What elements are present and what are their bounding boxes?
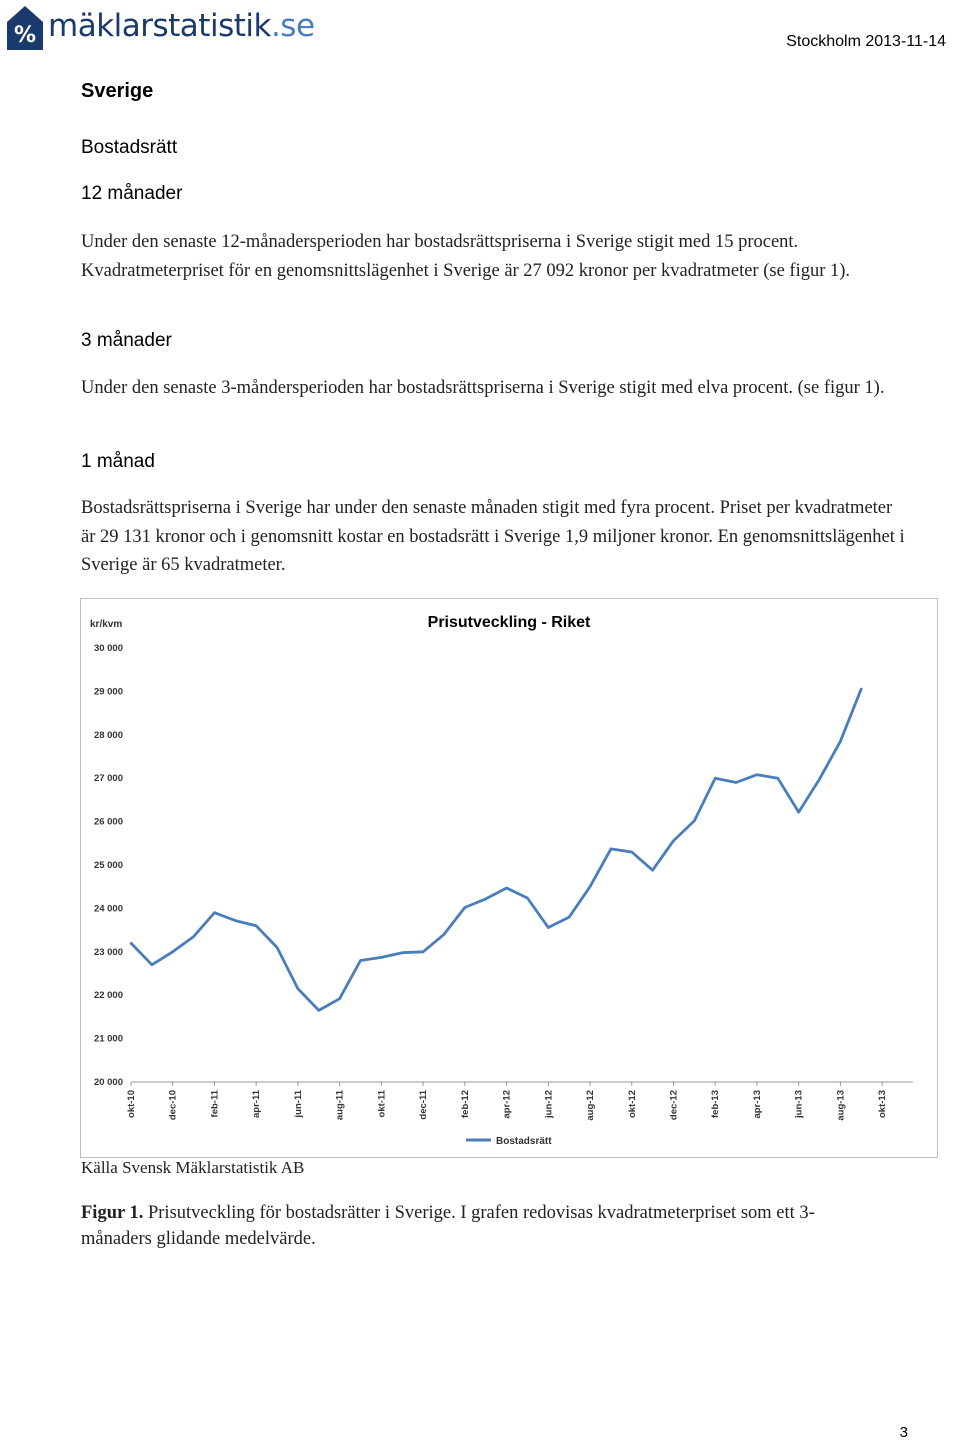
data-point [547, 926, 549, 928]
x-tick-label: feb-12 [459, 1090, 471, 1118]
data-point [672, 839, 674, 841]
x-tick-label: feb-11 [209, 1090, 221, 1118]
data-point [192, 935, 194, 937]
logo-text: mäklarstatistik [48, 8, 271, 44]
data-point [777, 777, 779, 779]
data-point [756, 774, 758, 776]
price-chart [80, 598, 938, 1158]
data-point [130, 942, 132, 944]
data-point [401, 951, 403, 953]
category-heading: Bostadsrätt [81, 137, 178, 158]
data-point [797, 811, 799, 813]
x-tick-label: apr-12 [501, 1090, 513, 1119]
data-point [318, 1009, 320, 1011]
x-tick-label: okt-12 [626, 1090, 638, 1118]
data-point [631, 851, 633, 853]
x-tick-label: aug-12 [585, 1090, 597, 1121]
data-point [443, 933, 445, 935]
data-point [568, 916, 570, 918]
figure-caption-text: Prisutveckling för bostadsrätter i Sverige. I grafen redovisas kvadratmeterpriset som ett 3-månaders glidande medelvärde. [81, 1203, 815, 1249]
y-tick-label: 25 000 [93, 860, 123, 871]
x-tick-label: feb-13 [710, 1090, 722, 1118]
data-point [464, 906, 466, 908]
data-point [735, 781, 737, 783]
period-3-text: Under den senaste 3-måndersperioden har bostadsrättspriserna i Sverige stigit med elva procent. (se figur 1). [81, 378, 885, 398]
data-point [297, 987, 299, 989]
x-tick-label: jun-12 [543, 1090, 555, 1118]
x-tick-label: aug-11 [334, 1090, 346, 1121]
period-1-text: Bostadsrättspriserna i Sverige har under den senaste månaden stigit med fyra procent. Priset per kvadratmeter är 29 131 kronor och i genomsnitt kostar en bostadsrätt i Sverige 1,9 miljoner kronor. En genomsnittslägenhet i Sverige är 65 kvadratmeter. [81, 498, 905, 575]
data-point [651, 869, 653, 871]
x-tick-label: okt-13 [877, 1090, 889, 1118]
x-tick-label: jun-13 [793, 1090, 805, 1118]
data-point [505, 887, 507, 889]
data-point [213, 912, 215, 914]
data-point [234, 919, 236, 921]
x-tick-label: apr-13 [751, 1090, 763, 1119]
x-tick-label: aug-13 [835, 1090, 847, 1121]
y-tick-label: 23 000 [93, 946, 123, 958]
data-point [589, 886, 591, 888]
y-tick-label: 27 000 [93, 773, 123, 785]
figure-label: Figur 1. [81, 1203, 144, 1223]
data-point [172, 951, 174, 953]
series-line-bostadsratt [131, 689, 861, 1011]
site-logo [48, 8, 315, 44]
data-point [526, 897, 528, 899]
data-point [422, 951, 424, 953]
data-point [485, 898, 487, 900]
page-number: 3 [899, 1424, 908, 1441]
period-12-text: Under den senaste 12-månadersperioden har bostadsrättspriserna i Sverige stigit med 15 procent. Kvadratmeterpriset för en genomsnittslägenhet i Sverige är 27 092 kronor per kvadratmeter (se figur 1). [81, 232, 851, 281]
data-point [338, 997, 340, 999]
data-point [276, 946, 278, 948]
x-tick-label: dec-10 [167, 1090, 179, 1121]
y-tick-label: 24 000 [93, 903, 123, 915]
period-12-heading: 12 månader [81, 183, 183, 204]
x-tick-label: okt-10 [126, 1090, 137, 1118]
section-title: Sverige [81, 80, 154, 102]
price-chart-svg [81, 599, 937, 1157]
legend-label: Bostadsrätt [496, 1136, 552, 1147]
data-point [860, 688, 862, 690]
x-tick-label: okt-11 [376, 1090, 388, 1118]
report-date: Stockholm 2013-11-14 [786, 33, 946, 50]
chart-title: Prisutveckling - Riket [427, 614, 591, 631]
period-1-heading: 1 månad [81, 451, 155, 472]
y-tick-label: 30 000 [93, 643, 123, 654]
x-tick-label: jun-11 [292, 1090, 304, 1118]
y-tick-label: 26 000 [93, 816, 123, 828]
logo-symbol: % [13, 23, 37, 48]
x-tick-label: dec-12 [668, 1090, 680, 1121]
x-tick-label: apr-11 [251, 1090, 263, 1118]
y-tick-label: 21 000 [93, 1033, 123, 1045]
data-point [839, 740, 841, 742]
y-tick-label: 22 000 [93, 990, 123, 1002]
y-axis-label: kr/kvm [90, 619, 123, 630]
x-tick-label: dec-11 [418, 1090, 430, 1120]
data-point [714, 777, 716, 779]
y-tick-label: 28 000 [93, 729, 123, 741]
data-point [693, 820, 695, 822]
data-point [359, 959, 361, 961]
y-tick-label: 20 000 [93, 1077, 123, 1088]
y-tick-label: 29 000 [93, 686, 123, 698]
figure-source: Källa Svensk Mäklarstatistik AB [81, 1158, 305, 1177]
house-percent-logo-icon [6, 4, 44, 52]
figure-caption [81, 1200, 861, 1252]
data-point [610, 848, 612, 850]
data-point [380, 956, 382, 958]
logo-tld: .se [270, 8, 315, 44]
data-point [818, 778, 820, 780]
period-3-heading: 3 månader [81, 330, 172, 351]
page-header [0, 0, 960, 60]
data-point [151, 964, 153, 966]
data-point [255, 925, 257, 927]
